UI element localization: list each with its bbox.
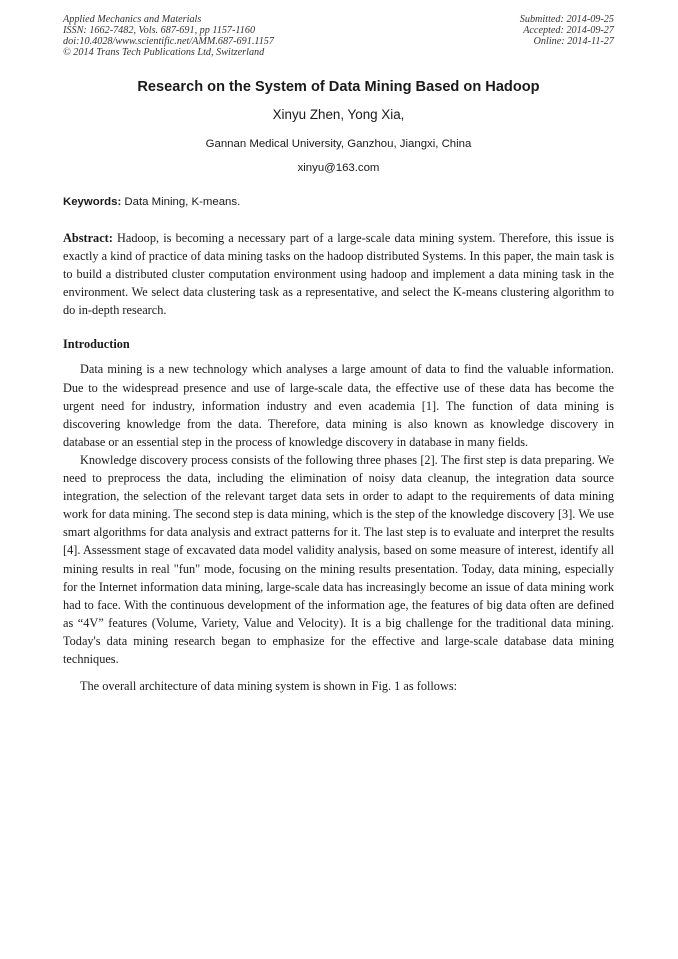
introduction-heading: Introduction bbox=[63, 337, 130, 352]
abstract-label: Abstract: bbox=[63, 231, 113, 245]
abstract-text: Hadoop, is becoming a necessary part of a large-scale data mining system. Therefore, this issue is exactly a kind of practice of data mining tasks on the hadoop distributed Systems. In this paper, the main task is to build a distributed cluster computation environment using hadoop and implement a data mining task in the environment. We select data clustering task as a representative, and select the K-means clustering algorithm to do in-depth research. bbox=[63, 231, 614, 318]
copyright-line: © 2014 Trans Tech Publications Ltd, Switzerland bbox=[63, 47, 265, 58]
intro-paragraph-3: The overall architecture of data mining system is shown in Fig. 1 as follows: bbox=[80, 679, 458, 694]
intro-paragraph-2: Knowledge discovery process consists of the following three phases [2]. The first step is data preparing. We need to preprocess the data, including the elimination of noisy data cleanup, the integration data source integration, the selection of the relevant target data sets in order to adapt to the requirements of data mining work for data mining. The second step is data mining, which is the step of the knowledge discovery [3]. We use smart algorithms for data analysis and extract patterns for it. The last step is to evaluate and interpret the results [4]. Assessment stage of excavated data model validity analysis, based on some measure of interest, identify all mining results in real "fun" mode, focusing on the mining results presentation. Today, data mining, especially for the Internet information data mining, large-scale data has increasingly become an issue of data mining work had to face. With the continuous development of the information age, the features of big data often are defined as “4V” features (Volume, Variety, Value and Velocity). It is a big challenge for the traditional data mining. Today's data mining research began to emphasize for the effective and large-scale database data mining techniques. bbox=[63, 452, 614, 666]
keywords-label: Keywords: bbox=[63, 196, 122, 208]
submitted-date: Submitted: 2014-09-25 bbox=[519, 14, 614, 25]
intro-paragraph-1: Data mining is a new technology which analyses a large amount of data to find the valuable information. Due to the widespread presence and use of large-scale data, the effective use of these data has become the urgent need for industry, information industry and even academia [1]. The function of data mining is discovering knowledge from the data. Therefore, data mining is also known as knowledge discovery in database or an essential step in the process of knowledge discovery in database in many fields. bbox=[63, 362, 614, 449]
affiliation: Gannan Medical University, Ganzhou, Jiangxi, China bbox=[205, 138, 472, 150]
paper-title: Research on the System of Data Mining Based on Hadoop bbox=[137, 79, 540, 95]
author-email[interactable]: xinyu@163.com bbox=[297, 162, 380, 174]
journal-header bbox=[63, 14, 614, 58]
abstract-block bbox=[63, 229, 614, 319]
paper-page bbox=[63, 14, 614, 695]
doi-line[interactable]: doi:10.4028/www.scientific.net/AMM.687-691.1157 bbox=[63, 36, 274, 47]
header-right bbox=[520, 14, 614, 58]
keywords-text: Data Mining, K-means. bbox=[121, 196, 241, 208]
keywords-block bbox=[63, 195, 614, 209]
journal-name: Applied Mechanics and Materials bbox=[63, 14, 202, 25]
issn-line: ISSN: 1662-7482, Vols. 687-691, pp 1157-1160 bbox=[63, 25, 256, 36]
online-date: Online: 2014-11-27 bbox=[533, 36, 614, 47]
author-list: Xinyu Zhen, Yong Xia, bbox=[272, 107, 405, 122]
accepted-date: Accepted: 2014-09-27 bbox=[523, 25, 614, 36]
header-left bbox=[63, 14, 274, 58]
